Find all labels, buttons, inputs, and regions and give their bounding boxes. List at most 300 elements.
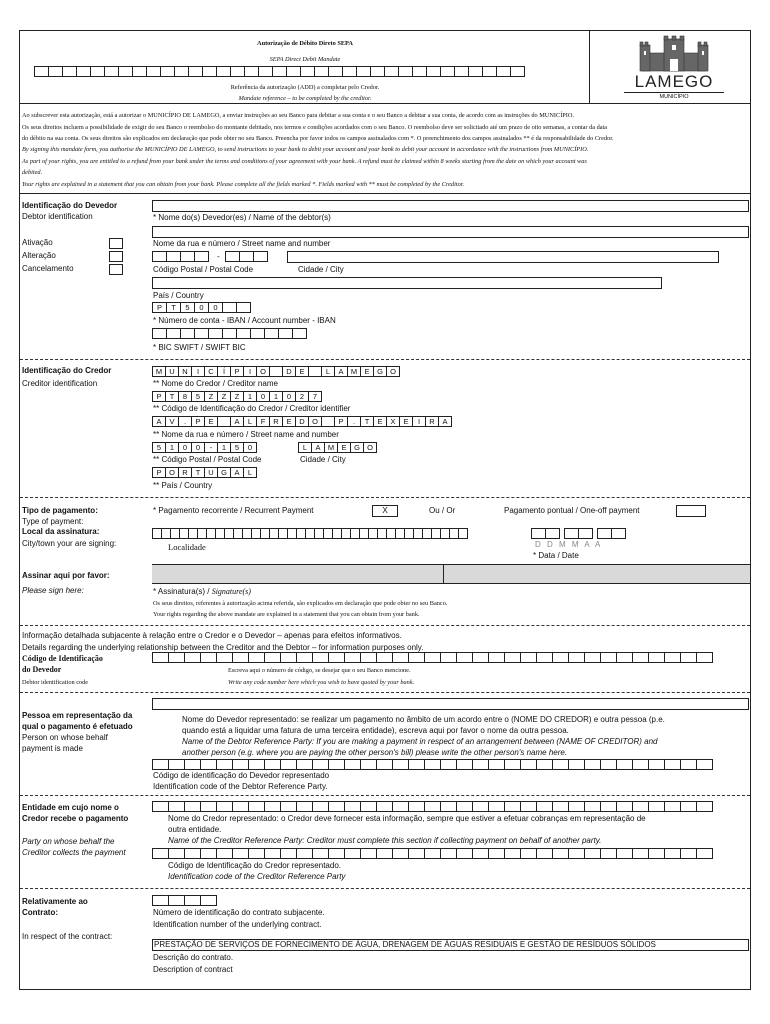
char-cell[interactable] xyxy=(456,652,473,663)
char-cell[interactable] xyxy=(488,848,505,859)
char-cell[interactable]: 0 xyxy=(256,391,270,402)
char-cell[interactable] xyxy=(426,66,441,77)
char-cell[interactable] xyxy=(568,759,585,770)
char-cell[interactable] xyxy=(225,251,240,262)
char-cell[interactable] xyxy=(200,801,217,812)
char-cell[interactable]: P xyxy=(191,416,205,427)
char-cell[interactable] xyxy=(264,801,281,812)
char-cell[interactable] xyxy=(184,652,201,663)
char-cell[interactable]: R xyxy=(269,416,283,427)
char-cell[interactable] xyxy=(174,66,189,77)
char-cell[interactable] xyxy=(696,848,713,859)
char-cell[interactable] xyxy=(552,759,569,770)
char-cell[interactable] xyxy=(680,848,697,859)
char-cell[interactable] xyxy=(680,801,697,812)
char-cell[interactable] xyxy=(360,848,377,859)
char-cell[interactable] xyxy=(584,652,601,663)
ativacao-checkbox[interactable] xyxy=(109,238,123,249)
char-cell[interactable]: I xyxy=(243,366,257,377)
char-cell[interactable] xyxy=(250,328,265,339)
char-cell[interactable] xyxy=(118,66,133,77)
char-cell[interactable] xyxy=(488,801,505,812)
char-cell[interactable] xyxy=(200,895,217,906)
char-cell[interactable] xyxy=(216,848,233,859)
char-cell[interactable] xyxy=(412,66,427,77)
char-cell[interactable] xyxy=(578,528,593,539)
char-cell[interactable] xyxy=(510,66,525,77)
char-cell[interactable] xyxy=(216,652,233,663)
char-cell[interactable] xyxy=(584,848,601,859)
char-cell[interactable] xyxy=(440,848,457,859)
char-cell[interactable]: R xyxy=(425,416,439,427)
char-cell[interactable] xyxy=(472,848,489,859)
char-cell[interactable] xyxy=(392,652,409,663)
char-cell[interactable] xyxy=(132,66,147,77)
char-cell[interactable] xyxy=(222,328,237,339)
char-cell[interactable] xyxy=(184,895,201,906)
char-cell[interactable] xyxy=(312,759,329,770)
char-cell[interactable] xyxy=(536,801,553,812)
char-cell[interactable] xyxy=(344,801,361,812)
char-cell[interactable] xyxy=(152,848,169,859)
char-cell[interactable] xyxy=(408,652,425,663)
char-cell[interactable]: E xyxy=(373,416,387,427)
representative-code-cells[interactable] xyxy=(152,759,712,770)
char-cell[interactable] xyxy=(504,652,521,663)
char-cell[interactable] xyxy=(328,848,345,859)
char-cell[interactable] xyxy=(520,759,537,770)
recurrent-payment-checkbox[interactable]: X xyxy=(372,505,398,517)
char-cell[interactable]: F xyxy=(256,416,270,427)
char-cell[interactable]: E xyxy=(399,416,413,427)
char-cell[interactable] xyxy=(488,652,505,663)
char-cell[interactable] xyxy=(321,416,335,427)
char-cell[interactable]: R xyxy=(178,467,192,478)
char-cell[interactable] xyxy=(180,328,195,339)
char-cell[interactable] xyxy=(454,66,469,77)
char-cell[interactable] xyxy=(314,66,329,77)
char-cell[interactable] xyxy=(166,251,181,262)
char-cell[interactable] xyxy=(536,652,553,663)
char-cell[interactable] xyxy=(552,848,569,859)
char-cell[interactable] xyxy=(152,801,169,812)
char-cell[interactable] xyxy=(552,652,569,663)
char-cell[interactable]: L xyxy=(298,442,312,453)
char-cell[interactable]: 1 xyxy=(243,391,257,402)
char-cell[interactable]: 1 xyxy=(217,442,231,453)
char-cell[interactable] xyxy=(356,66,371,77)
char-cell[interactable]: D xyxy=(295,416,309,427)
char-cell[interactable] xyxy=(520,848,537,859)
char-cell[interactable] xyxy=(564,528,579,539)
char-cell[interactable] xyxy=(664,848,681,859)
char-cell[interactable] xyxy=(648,848,665,859)
char-cell[interactable] xyxy=(472,652,489,663)
char-cell[interactable]: D xyxy=(282,366,296,377)
char-cell[interactable] xyxy=(222,302,237,313)
char-cell[interactable] xyxy=(248,801,265,812)
char-cell[interactable] xyxy=(269,366,283,377)
char-cell[interactable] xyxy=(300,66,315,77)
char-cell[interactable]: 1 xyxy=(269,391,283,402)
signature-field[interactable] xyxy=(152,564,750,584)
char-cell[interactable] xyxy=(545,528,560,539)
char-cell[interactable] xyxy=(408,759,425,770)
contract-description-field[interactable]: PRESTAÇÃO DE SERVIÇOS DE FORNECIMENTO DE ÁGUA, DRENAGEM DE ÁGUAS RESIDUAIS E GESTÃO DE RESÍDUOS SÓLIDOS xyxy=(152,939,749,951)
char-cell[interactable] xyxy=(648,801,665,812)
char-cell[interactable] xyxy=(600,759,617,770)
char-cell[interactable]: L xyxy=(243,467,257,478)
char-cell[interactable]: I xyxy=(412,416,426,427)
char-cell[interactable] xyxy=(424,652,441,663)
char-cell[interactable]: T xyxy=(166,302,181,313)
char-cell[interactable]: O xyxy=(165,467,179,478)
char-cell[interactable] xyxy=(168,801,185,812)
char-cell[interactable]: C xyxy=(204,366,218,377)
char-cell[interactable] xyxy=(360,759,377,770)
char-cell[interactable] xyxy=(328,801,345,812)
char-cell[interactable] xyxy=(482,66,497,77)
char-cell[interactable] xyxy=(568,848,585,859)
char-cell[interactable]: A xyxy=(152,416,166,427)
char-cell[interactable]: A xyxy=(230,467,244,478)
char-cell[interactable] xyxy=(680,759,697,770)
char-cell[interactable]: 5 xyxy=(152,442,166,453)
char-cell[interactable] xyxy=(360,801,377,812)
char-cell[interactable] xyxy=(408,848,425,859)
char-cell[interactable]: Z xyxy=(230,391,244,402)
char-cell[interactable] xyxy=(264,328,279,339)
char-cell[interactable] xyxy=(597,528,612,539)
char-cell[interactable] xyxy=(34,66,49,77)
char-cell[interactable]: U xyxy=(165,366,179,377)
char-cell[interactable] xyxy=(208,328,223,339)
char-cell[interactable] xyxy=(504,848,521,859)
char-cell[interactable] xyxy=(398,66,413,77)
char-cell[interactable] xyxy=(376,759,393,770)
char-cell[interactable] xyxy=(194,328,209,339)
char-cell[interactable] xyxy=(232,652,249,663)
char-cell[interactable]: O xyxy=(308,416,322,427)
char-cell[interactable] xyxy=(286,66,301,77)
char-cell[interactable]: G xyxy=(350,442,364,453)
char-cell[interactable]: A xyxy=(334,366,348,377)
char-cell[interactable] xyxy=(90,66,105,77)
char-cell[interactable]: M xyxy=(347,366,361,377)
char-cell[interactable] xyxy=(392,848,409,859)
char-cell[interactable] xyxy=(166,328,181,339)
debtor-postal-code-cells[interactable] xyxy=(152,251,208,262)
char-cell[interactable] xyxy=(648,652,665,663)
char-cell[interactable] xyxy=(648,759,665,770)
debtor-postal-suffix-cells[interactable] xyxy=(225,251,267,262)
char-cell[interactable] xyxy=(272,66,287,77)
char-cell[interactable] xyxy=(384,66,399,77)
char-cell[interactable] xyxy=(280,652,297,663)
char-cell[interactable] xyxy=(370,66,385,77)
char-cell[interactable]: . xyxy=(178,416,192,427)
char-cell[interactable] xyxy=(146,66,161,77)
char-cell[interactable] xyxy=(244,66,259,77)
char-cell[interactable] xyxy=(342,66,357,77)
oneoff-payment-checkbox[interactable] xyxy=(676,505,706,517)
char-cell[interactable] xyxy=(408,801,425,812)
char-cell[interactable] xyxy=(344,759,361,770)
char-cell[interactable]: 0 xyxy=(194,302,209,313)
char-cell[interactable] xyxy=(488,759,505,770)
char-cell[interactable] xyxy=(531,528,546,539)
char-cell[interactable] xyxy=(168,895,185,906)
date-cells[interactable] xyxy=(531,528,625,539)
char-cell[interactable]: 1 xyxy=(165,442,179,453)
char-cell[interactable]: 0 xyxy=(191,442,205,453)
char-cell[interactable]: L xyxy=(243,416,257,427)
char-cell[interactable] xyxy=(258,66,273,77)
char-cell[interactable] xyxy=(230,66,245,77)
char-cell[interactable] xyxy=(328,759,345,770)
debtor-iban-cells[interactable] xyxy=(152,302,250,313)
char-cell[interactable] xyxy=(248,759,265,770)
char-cell[interactable]: . xyxy=(347,416,361,427)
char-cell[interactable] xyxy=(424,801,441,812)
char-cell[interactable] xyxy=(248,848,265,859)
char-cell[interactable] xyxy=(680,652,697,663)
char-cell[interactable] xyxy=(328,652,345,663)
char-cell[interactable] xyxy=(616,652,633,663)
char-cell[interactable] xyxy=(200,759,217,770)
debtor-reference-name-input[interactable] xyxy=(152,698,749,710)
char-cell[interactable]: E xyxy=(337,442,351,453)
char-cell[interactable]: O xyxy=(386,366,400,377)
char-cell[interactable] xyxy=(280,801,297,812)
char-cell[interactable] xyxy=(504,801,521,812)
creditor-reference-code-cells[interactable] xyxy=(152,848,712,859)
char-cell[interactable]: T xyxy=(165,391,179,402)
char-cell[interactable]: U xyxy=(204,467,218,478)
char-cell[interactable]: A xyxy=(230,416,244,427)
char-cell[interactable] xyxy=(76,66,91,77)
char-cell[interactable] xyxy=(456,759,473,770)
char-cell[interactable] xyxy=(216,66,231,77)
char-cell[interactable] xyxy=(62,66,77,77)
char-cell[interactable] xyxy=(632,652,649,663)
char-cell[interactable] xyxy=(200,652,217,663)
char-cell[interactable] xyxy=(458,528,468,539)
char-cell[interactable]: Z xyxy=(217,391,231,402)
char-cell[interactable] xyxy=(440,801,457,812)
char-cell[interactable] xyxy=(440,652,457,663)
contract-number-cells[interactable] xyxy=(152,895,216,906)
char-cell[interactable] xyxy=(552,801,569,812)
char-cell[interactable] xyxy=(160,66,175,77)
char-cell[interactable]: E xyxy=(295,366,309,377)
char-cell[interactable] xyxy=(468,66,483,77)
char-cell[interactable] xyxy=(216,801,233,812)
char-cell[interactable]: P xyxy=(230,366,244,377)
char-cell[interactable] xyxy=(611,528,626,539)
char-cell[interactable] xyxy=(152,759,169,770)
char-cell[interactable]: Z xyxy=(204,391,218,402)
char-cell[interactable] xyxy=(376,848,393,859)
char-cell[interactable] xyxy=(312,652,329,663)
char-cell[interactable] xyxy=(48,66,63,77)
char-cell[interactable] xyxy=(312,848,329,859)
char-cell[interactable]: Í xyxy=(217,366,231,377)
char-cell[interactable] xyxy=(600,848,617,859)
char-cell[interactable] xyxy=(664,652,681,663)
char-cell[interactable] xyxy=(440,759,457,770)
char-cell[interactable] xyxy=(696,652,713,663)
char-cell[interactable] xyxy=(296,848,313,859)
char-cell[interactable]: A xyxy=(311,442,325,453)
char-cell[interactable] xyxy=(264,652,281,663)
char-cell[interactable]: T xyxy=(360,416,374,427)
char-cell[interactable] xyxy=(392,759,409,770)
char-cell[interactable] xyxy=(152,895,169,906)
char-cell[interactable] xyxy=(194,251,209,262)
char-cell[interactable]: 0 xyxy=(282,391,296,402)
char-cell[interactable]: M xyxy=(152,366,166,377)
char-cell[interactable] xyxy=(696,759,713,770)
mandate-reference-cells[interactable] xyxy=(34,66,524,77)
char-cell[interactable]: - xyxy=(204,442,218,453)
char-cell[interactable]: G xyxy=(217,467,231,478)
char-cell[interactable] xyxy=(168,759,185,770)
char-cell[interactable] xyxy=(504,759,521,770)
char-cell[interactable]: P xyxy=(152,467,166,478)
char-cell[interactable] xyxy=(536,848,553,859)
char-cell[interactable] xyxy=(202,66,217,77)
char-cell[interactable] xyxy=(248,652,265,663)
char-cell[interactable] xyxy=(664,759,681,770)
char-cell[interactable]: N xyxy=(178,366,192,377)
char-cell[interactable] xyxy=(296,759,313,770)
char-cell[interactable] xyxy=(200,848,217,859)
char-cell[interactable] xyxy=(344,652,361,663)
char-cell[interactable] xyxy=(168,652,185,663)
char-cell[interactable]: E xyxy=(204,416,218,427)
char-cell[interactable] xyxy=(292,328,307,339)
char-cell[interactable] xyxy=(168,848,185,859)
char-cell[interactable] xyxy=(376,801,393,812)
char-cell[interactable] xyxy=(188,66,203,77)
char-cell[interactable] xyxy=(600,801,617,812)
char-cell[interactable]: 0 xyxy=(178,442,192,453)
char-cell[interactable] xyxy=(280,848,297,859)
char-cell[interactable] xyxy=(344,848,361,859)
char-cell[interactable] xyxy=(239,251,254,262)
char-cell[interactable]: V xyxy=(165,416,179,427)
debtor-name-input[interactable] xyxy=(152,200,749,212)
char-cell[interactable] xyxy=(536,759,553,770)
char-cell[interactable] xyxy=(232,759,249,770)
char-cell[interactable] xyxy=(236,302,251,313)
char-cell[interactable] xyxy=(424,848,441,859)
char-cell[interactable]: 5 xyxy=(180,302,195,313)
char-cell[interactable] xyxy=(616,759,633,770)
char-cell[interactable] xyxy=(632,801,649,812)
char-cell[interactable] xyxy=(472,759,489,770)
char-cell[interactable]: 5 xyxy=(191,391,205,402)
debtor-city-input[interactable] xyxy=(287,251,719,263)
cancelamento-checkbox[interactable] xyxy=(109,264,123,275)
char-cell[interactable] xyxy=(472,801,489,812)
creditor-reference-name-cells[interactable] xyxy=(152,801,712,812)
char-cell[interactable] xyxy=(184,801,201,812)
char-cell[interactable] xyxy=(280,759,297,770)
char-cell[interactable]: O xyxy=(256,366,270,377)
char-cell[interactable] xyxy=(456,801,473,812)
char-cell[interactable] xyxy=(496,66,511,77)
char-cell[interactable] xyxy=(440,66,455,77)
char-cell[interactable] xyxy=(232,848,249,859)
char-cell[interactable] xyxy=(216,759,233,770)
char-cell[interactable] xyxy=(217,416,231,427)
char-cell[interactable]: G xyxy=(373,366,387,377)
char-cell[interactable]: A xyxy=(438,416,452,427)
char-cell[interactable]: M xyxy=(324,442,338,453)
char-cell[interactable] xyxy=(600,652,617,663)
char-cell[interactable] xyxy=(328,66,343,77)
char-cell[interactable] xyxy=(264,759,281,770)
char-cell[interactable]: P xyxy=(152,302,167,313)
char-cell[interactable] xyxy=(520,652,537,663)
char-cell[interactable] xyxy=(616,848,633,859)
char-cell[interactable] xyxy=(264,848,281,859)
char-cell[interactable]: E xyxy=(282,416,296,427)
char-cell[interactable] xyxy=(664,801,681,812)
char-cell[interactable] xyxy=(456,848,473,859)
debtor-code-cells[interactable] xyxy=(152,652,712,663)
char-cell[interactable] xyxy=(296,801,313,812)
char-cell[interactable]: P xyxy=(334,416,348,427)
char-cell[interactable] xyxy=(696,801,713,812)
char-cell[interactable] xyxy=(392,801,409,812)
char-cell[interactable]: 0 xyxy=(208,302,223,313)
char-cell[interactable] xyxy=(312,801,329,812)
debtor-bic-cells[interactable] xyxy=(152,328,306,339)
char-cell[interactable] xyxy=(180,251,195,262)
locality-cells[interactable] xyxy=(152,528,467,539)
char-cell[interactable] xyxy=(584,759,601,770)
char-cell[interactable] xyxy=(104,66,119,77)
char-cell[interactable] xyxy=(152,652,169,663)
char-cell[interactable] xyxy=(308,366,322,377)
char-cell[interactable] xyxy=(520,801,537,812)
char-cell[interactable] xyxy=(632,848,649,859)
char-cell[interactable] xyxy=(152,328,167,339)
char-cell[interactable]: 0 xyxy=(243,442,257,453)
char-cell[interactable] xyxy=(152,251,167,262)
char-cell[interactable]: T xyxy=(191,467,205,478)
char-cell[interactable] xyxy=(568,801,585,812)
char-cell[interactable]: 5 xyxy=(230,442,244,453)
char-cell[interactable]: P xyxy=(152,391,166,402)
char-cell[interactable]: L xyxy=(321,366,335,377)
char-cell[interactable] xyxy=(296,652,313,663)
debtor-name-input-2[interactable] xyxy=(152,226,749,238)
char-cell[interactable] xyxy=(584,801,601,812)
char-cell[interactable] xyxy=(568,652,585,663)
char-cell[interactable] xyxy=(232,801,249,812)
char-cell[interactable]: 2 xyxy=(295,391,309,402)
char-cell[interactable] xyxy=(616,801,633,812)
char-cell[interactable] xyxy=(184,848,201,859)
debtor-country-input[interactable] xyxy=(152,277,662,289)
char-cell[interactable] xyxy=(424,759,441,770)
char-cell[interactable]: 8 xyxy=(178,391,192,402)
char-cell[interactable]: E xyxy=(360,366,374,377)
